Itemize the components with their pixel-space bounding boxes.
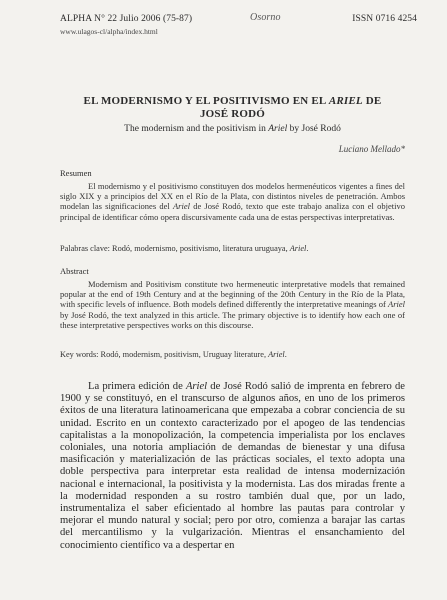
resumen-heading: Resumen	[60, 168, 92, 178]
key-words	[60, 350, 405, 360]
article-title	[60, 95, 405, 121]
body-paragraph	[60, 381, 405, 552]
abstract-part-2: by José Rodó, the text analyzed in this article. The primary objective is to identify how each one of these interpretative perspectives works on this discourse.	[60, 309, 405, 330]
journal-citation: ALPHA N° 22 Julio 2006 (75-87)	[60, 14, 193, 24]
resumen-part-2: de José Rodó, texto que este trabajo analiza con el objetivo principal de identificar cómo opera discursivamente cada una de estas perspectivas interpretativas.	[60, 201, 405, 222]
palabras-italic: Ariel	[289, 244, 307, 253]
article-subtitle	[60, 124, 405, 134]
body-part-1: La primera edición de	[88, 381, 186, 392]
resumen-italic: Ariel	[172, 201, 190, 212]
keywords-end: .	[284, 350, 287, 359]
abstract-text	[60, 279, 405, 330]
abstract-heading: Abstract	[60, 266, 89, 276]
body-part-2: de José Rodó salió de imprenta en febrero de 1900 y se constituyó, en el transcurso de algunos años, en uno de los primeros éxitos de una literatura latinoamericana que empezaba a cobrar conciencia de su unidad. Escrito en un contexto caracterizado por el apogeo de las tendencias capitalistas a la monopolización, la competencia imperialista por los enclaves coloniales, una notoria ampliación de demandas de bienestar y una difusa masificación y materialización de las prácticas sociales, el texto adopta una doble perspectiva para interpretar esta realidad de intensa modernización nacional e internacional, la positivista y la modernista. Las dos miradas frente a la modernidad responden a su rostro también dual que, por un lado, instrumentaliza el saber eficientado al hombre las pautas para controlar y mejorar el mundo natural y social; pero por otro, comienza a barajar las cartas del mercantilismo y la vulgarización. Mientras el ensanchamiento del conocimiento científico va a despertar en	[60, 381, 405, 551]
title-part-1: EL MODERNISMO Y EL POSITIVISMO EN EL	[83, 95, 329, 107]
body-italic: Ariel	[185, 381, 208, 392]
abstract-italic: Ariel	[388, 299, 405, 310]
resumen-part-1: El modernismo y el positivismo constituyen dos modelos hermenéuticos vigentes a fines del siglo XIX y a principios del XX en el Río de la Plata, con distintos niveles de penetración. Ambos modelan las significaciones del	[60, 181, 405, 212]
title-part-2: DE	[362, 95, 382, 107]
title-line-2: JOSÉ RODÓ	[199, 108, 266, 120]
subtitle-part-1: The modernism and the positivism in	[124, 124, 269, 134]
resumen-text	[60, 181, 405, 222]
journal-url: www.ulagos-cl/alpha/index.html	[60, 27, 158, 36]
handwritten-signature: Osorno	[250, 12, 281, 23]
abstract-part-1: Modernism and Positivism constitute two hermeneutic interpretative models that remained popular at the end of 19th Century and at the beginning of the 20th Century in the Río de la Plata, with specific levels of influence. Both models defined differently the interpretative meanings of	[60, 279, 405, 310]
keywords-italic: Ariel	[268, 350, 285, 359]
palabras-clave	[60, 244, 405, 254]
subtitle-italic: Ariel	[268, 124, 288, 134]
palabras-text: Palabras clave: Rodó, modernismo, positivismo, literatura uruguaya,	[60, 244, 290, 253]
title-italic: ARIEL	[328, 95, 363, 107]
author-name: Luciano Mellado*	[338, 144, 405, 154]
palabras-end: .	[306, 244, 309, 253]
issn: ISSN 0716 4254	[352, 14, 417, 24]
subtitle-part-2: by José Rodó	[287, 124, 341, 134]
keywords-text: Key words: Rodó, modernism, positivism, Uruguay literature,	[60, 350, 269, 359]
